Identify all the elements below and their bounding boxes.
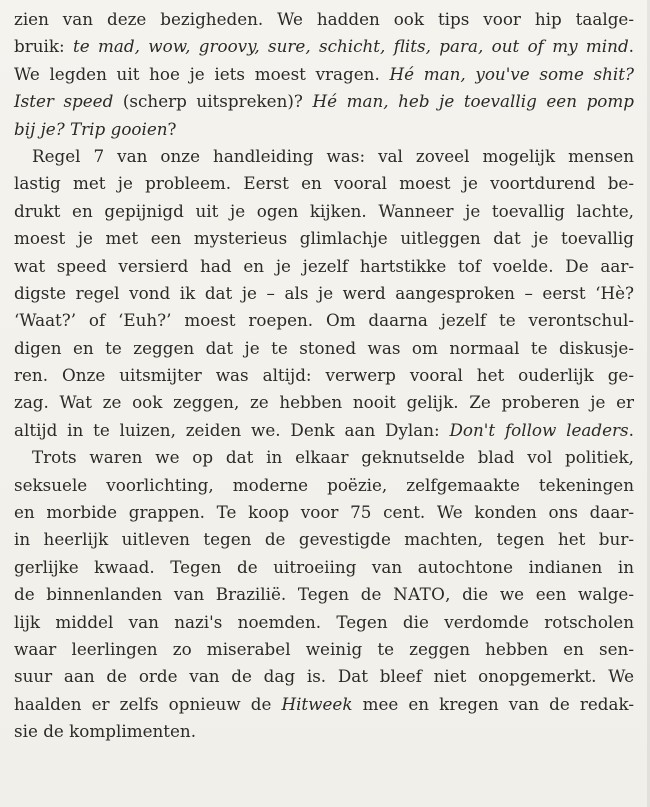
- text-segment: altijd in te luizen, zeiden we. Denk aan Dylan:: [14, 419, 450, 440]
- text-line: [14, 198, 634, 225]
- italic-text-segment: bij je? Trip gooien: [14, 118, 168, 139]
- text-line: [14, 499, 634, 526]
- text-line: [14, 389, 634, 416]
- text-line: [14, 554, 634, 581]
- text-line: [14, 307, 634, 334]
- text-segment: moest je met een mysterieus glimlachje uitleggen dat je toevallig: [14, 228, 634, 249]
- text-segment: lijk middel van nazi's noemden. Tegen die verdomde rotscholen: [14, 611, 634, 632]
- text-line: [14, 581, 634, 608]
- text-segment: ren. Onze uitsmijter was altijd: verwerp vooral het ouderlijk ge-: [14, 365, 634, 386]
- text-line: [14, 362, 634, 389]
- text-segment: Regel 7 van onze handleiding was: val zoveel mogelijk mensen: [32, 145, 634, 166]
- text-segment: digste regel vond ik dat je – als je werd aangesproken – eerst ‘Hè?: [14, 282, 634, 303]
- text-line: [14, 61, 634, 88]
- text-line: [14, 88, 634, 115]
- page-body-text: [14, 6, 634, 746]
- text-segment: gerlijke kwaad. Tegen de uitroeiing van autochtone indianen in: [14, 556, 634, 577]
- text-line: [14, 663, 634, 690]
- text-segment: (scherp uitspreken)?: [113, 91, 313, 112]
- text-segment: Trots waren we op dat in elkaar geknutselde blad vol politiek,: [32, 447, 634, 468]
- text-line: [14, 526, 634, 553]
- text-segment: waar leerlingen zo miserabel weinig te zeggen hebben en sen-: [14, 638, 634, 659]
- text-line: [14, 417, 634, 444]
- text-segment: .: [628, 419, 634, 440]
- text-line: [14, 6, 634, 33]
- italic-text-segment: Hé man, you've some shit?: [389, 63, 634, 84]
- text-line: [14, 636, 634, 663]
- text-line: [14, 472, 634, 499]
- italic-text-segment: Ister speed: [14, 91, 114, 112]
- text-segment: lastig met je probleem. Eerst en vooral moest je voortdurend be-: [14, 173, 634, 194]
- text-segment: seksuele voorlichting, moderne poëzie, zelfgemaakte tekeningen: [14, 474, 634, 495]
- italic-text-segment: Don't follow leaders: [449, 419, 629, 440]
- text-segment: zag. Wat ze ook zeggen, ze hebben nooit gelijk. Ze proberen je er: [14, 392, 634, 413]
- text-segment: suur aan de orde van de dag is. Dat bleef niet onopgemerkt. We: [14, 666, 634, 687]
- italic-text-segment: te mad, wow, groovy, sure, schicht, flits, para, out of my mind: [73, 36, 629, 57]
- text-segment: haalden er zelfs opnieuw de: [14, 693, 282, 714]
- text-segment: , die we een walge-: [445, 584, 634, 605]
- text-line: [14, 609, 634, 636]
- text-segment: en morbide grappen. Te koop voor 75 cent. We konden ons daar-: [14, 502, 634, 523]
- italic-text-segment: Hitweek: [281, 693, 353, 714]
- text-line: [14, 33, 634, 60]
- text-line: [14, 225, 634, 252]
- text-line: [14, 444, 634, 471]
- text-segment: drukt en gepijnigd uit je ogen kijken. Wanneer je toevallig lachte,: [14, 200, 634, 221]
- text-line: [14, 143, 634, 170]
- text-line: [14, 691, 634, 718]
- text-line: [14, 253, 634, 280]
- text-segment: zien van deze bezigheden. We hadden ook tips voor hip taalge-: [14, 9, 634, 29]
- text-line: [14, 170, 634, 197]
- text-segment: sie de komplimenten.: [14, 721, 197, 742]
- text-segment: .: [628, 36, 634, 57]
- text-segment: NATO: [393, 584, 446, 605]
- italic-text-segment: Hé man, heb je toevallig een pomp: [312, 91, 634, 112]
- text-line: [14, 335, 634, 362]
- text-segment: mee en kregen van de redak-: [352, 693, 634, 714]
- text-segment: ?: [167, 118, 177, 139]
- text-line: [14, 280, 634, 307]
- text-line: [14, 718, 634, 745]
- text-line: [14, 116, 634, 143]
- text-segment: wat speed versierd had en je jezelf hartstikke tof voelde. De aar-: [14, 255, 634, 276]
- text-segment: We legden uit hoe je iets moest vragen.: [14, 63, 390, 84]
- text-segment: digen en te zeggen dat je te stoned was om normaal te diskusje-: [14, 337, 634, 358]
- text-segment: ‘Waat?’ of ‘Euh?’ moest roepen. Om daarna jezelf te verontschul-: [14, 310, 634, 331]
- text-segment: de binnenlanden van Brazilië. Tegen de: [14, 584, 394, 605]
- text-segment: bruik:: [14, 36, 74, 57]
- text-segment: in heerlijk uitleven tegen de gevestigde machten, tegen het bur-: [14, 529, 634, 550]
